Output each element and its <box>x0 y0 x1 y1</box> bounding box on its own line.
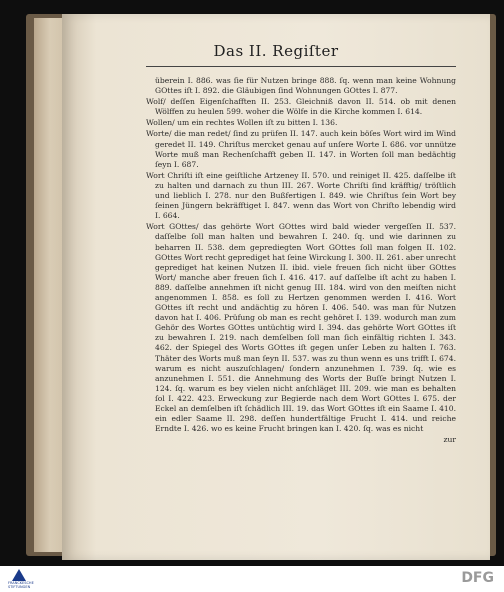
book-page <box>62 14 490 560</box>
logo-caption: FRANCKESCHE STIFTUNGEN <box>8 581 34 589</box>
page-heading: Das II. Regiſter <box>213 42 339 60</box>
catchword: zur <box>443 435 456 445</box>
register-entry: Wollen/ um ein rechtes Wollen iſt zu bitten I. 136. <box>146 118 338 128</box>
francke-foundation-logo <box>8 569 34 589</box>
heading-rule <box>146 66 456 67</box>
register-entry: Wort GOttes/ das gehörte Wort GOttes wird bald wieder vergeſſen II. 537. daſſelbe ſoll man halten und bewahren I. 240. ſq. und wie darinnen zu beharren II. 538. dem geprediegten Wort GOttes ſoll man folgen II. 102. GOttes Wort recht geprediget hat ſeine Wirckung I. 300. II. 261. aber unrecht geprediget hat keinen Nutzen II. ibid. viele freuen ſich nicht über GOttes Wort/ manche aber freuen ſich I. 416. 417. auf daſſelbe iſt acht zu haben I. 889. daſſelbe annehmen iſt nicht genug III. 184. wird von den meiſten nicht angenommen I. 858. es ſoll zu Hertzen genommen werden I. 416. Wort GOttes iſt recht und andächtig zu hören I. 406. 540. was man für Nutzen davon hat I. 406. Prüfung ob man es recht gehöret I. 139. wodurch man zum Gehör des Wortes GOttes untüchtig wird I. 394. das gehörte Wort GOttes iſt zu bewahren I. 219. nach demſelben ſoll man ſich einfältig richten I. 343. 462. der Spiegel des Worts GOttes iſt gegen unſer Leben zu halten I. 763. Thäter des Worts muß man ſeyn II. 537. was zu thun wenn es uns trifft I. 674. warum es nicht auszuſchlagen/ ſondern anzunehmen I. 739. ſq. wie es anzunehmen I. 551. die Annehmung des Worts der Buſſe bringt Nutzen I. 124. ſq. warum es bey vielen nicht anſchläget III. 209. wie man es behalten ſol I. 422. 423. Erweckung zur Begierde nach dem Wort GOttes I. 675. der Eckel an demſelben iſt ſchädlich III. 19. das Wort GOttes iſt ein Saame I. 410. ein edler Saame II. 298. deſſen hundertfältige Frucht I. 414. und reiche Erndte I. 426. wo es keine Frucht bringen kan I. 420. ſq. was es nicht <box>146 222 456 434</box>
register-entry: überein I. 886. was ſie für Nutzen bringe 888. ſq. wenn man keine Wohnung GOttes iſt I. 892. die Gläubigen ſind Wohnungen GOttes I. 877. <box>155 76 456 96</box>
register-entry: Wolf/ deſſen Eigenſchafften II. 253. Gleichniß davon II. 514. ob mit denen Wölffen zu heulen 599. woher die Wölfe in die Kirche kommen I. 614. <box>146 97 456 117</box>
register-entry: Worte/ die man redet/ ſind zu prüfen II. 147. auch kein böſes Wort wird im Wind geredet II. 149. Chriſtus mercket genau auf unſere Worte I. 686. vor unnütze Worte muß man Rechenſchafft geben II. 147. in Worten ſoll man bedächtig ſeyn I. 687. <box>146 129 456 169</box>
register-entry: Wort Chriſti iſt eine geiſtliche Artzeney II. 570. und reiniget II. 425. daſſelbe iſt zu halten und darnach zu thun III. 267. Worte Chriſti ſind kräfftig/ tröſtlich und lieblich I. 278. nur den Bußfertigen I. 849. wie Chriſtus ſein Wort bey ſeinen Jüngern bekräfftiget I. 847. wenn das Wort von Chriſto lebendig wird I. 664. <box>146 170 456 221</box>
logo-mark-icon <box>12 569 26 581</box>
dfg-logo: DFG <box>461 570 494 586</box>
footer-bar <box>0 566 504 592</box>
register-text <box>146 76 456 445</box>
